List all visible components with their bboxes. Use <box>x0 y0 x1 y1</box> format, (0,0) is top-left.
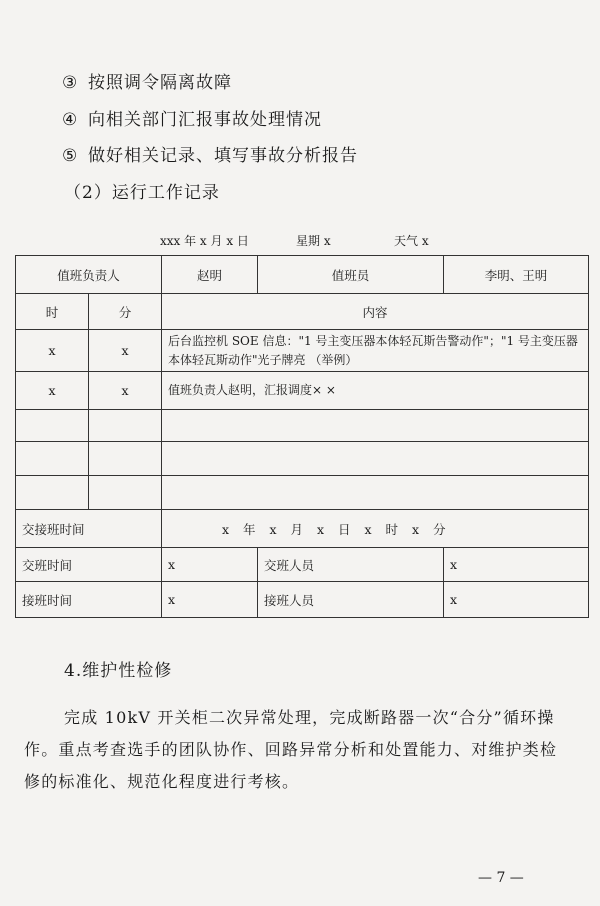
duty-value: 李明、王明 <box>444 256 589 294</box>
step-number: ④ <box>62 110 79 130</box>
table-row <box>16 442 589 476</box>
takeover-time: x <box>162 582 258 618</box>
row-minute: x <box>89 330 162 372</box>
handover-label: 交班时间 <box>16 548 162 582</box>
column-header-row <box>16 294 589 330</box>
row-content <box>162 476 589 510</box>
step-item <box>62 68 232 93</box>
table-row <box>16 372 589 410</box>
row-content <box>162 410 589 442</box>
table-header-row <box>16 256 589 294</box>
takeover-row <box>16 582 589 618</box>
step-item <box>62 105 322 130</box>
handover-person: x <box>444 548 589 582</box>
row-hour: x <box>16 330 89 372</box>
hour-header: 时 <box>16 294 89 330</box>
record-weather: 天气 x <box>394 234 429 248</box>
leader-value: 赵明 <box>162 256 258 294</box>
row-minute <box>89 442 162 476</box>
work-record-table <box>15 255 589 618</box>
step-item <box>62 141 358 166</box>
page-number: — 7 — <box>478 870 524 886</box>
row-hour <box>16 442 89 476</box>
table-row <box>16 330 589 372</box>
takeover-person-label: 接班人员 <box>258 582 444 618</box>
row-content: 后台监控机 SOE 信息："1 号主变压器本体轻瓦斯告警动作"；"1 号主变压器本体轻瓦斯动作"光子牌亮 （举例） <box>162 330 589 372</box>
leader-label: 值班负责人 <box>16 256 162 294</box>
row-hour <box>16 476 89 510</box>
body-paragraph: 完成 10kV 开关柜二次异常处理，完成断路器一次“合分”循环操作。重点考查选手的团队协作、回路异常分析和处置能力、对维护类检修的标准化、规范化程度进行考核。 <box>24 708 558 791</box>
step-text: 按照调令隔离故障 <box>88 73 232 93</box>
record-weekday: 星期 x <box>296 234 331 248</box>
step-text: 做好相关记录、填写事故分析报告 <box>88 146 358 166</box>
handover-time-value: x 年 x 月 x 日 x 时 x 分 <box>162 510 589 548</box>
takeover-person: x <box>444 582 589 618</box>
row-hour: x <box>16 372 89 410</box>
handover-person-label: 交班人员 <box>258 548 444 582</box>
handover-row <box>16 548 589 582</box>
handover-time-label: 交接班时间 <box>16 510 162 548</box>
handover-time-row <box>16 510 589 548</box>
duty-label: 值班员 <box>258 256 444 294</box>
table-row <box>16 410 589 442</box>
row-minute: x <box>89 372 162 410</box>
step-text: 向相关部门汇报事故处理情况 <box>88 110 322 130</box>
row-minute <box>89 410 162 442</box>
section-heading: （2）运行工作记录 <box>64 183 220 203</box>
handover-time: x <box>162 548 258 582</box>
record-date: xxx 年 x 月 x 日 <box>160 234 249 248</box>
takeover-label: 接班时间 <box>16 582 162 618</box>
row-content: 值班负责人赵明，汇报调度× × <box>162 372 589 410</box>
minute-header: 分 <box>89 294 162 330</box>
step-number: ③ <box>62 73 79 93</box>
step-number: ⑤ <box>62 146 79 166</box>
content-header: 内容 <box>162 294 589 330</box>
section-heading: 4.维护性检修 <box>64 661 173 681</box>
row-minute <box>89 476 162 510</box>
row-content <box>162 442 589 476</box>
table-row <box>16 476 589 510</box>
row-hour <box>16 410 89 442</box>
